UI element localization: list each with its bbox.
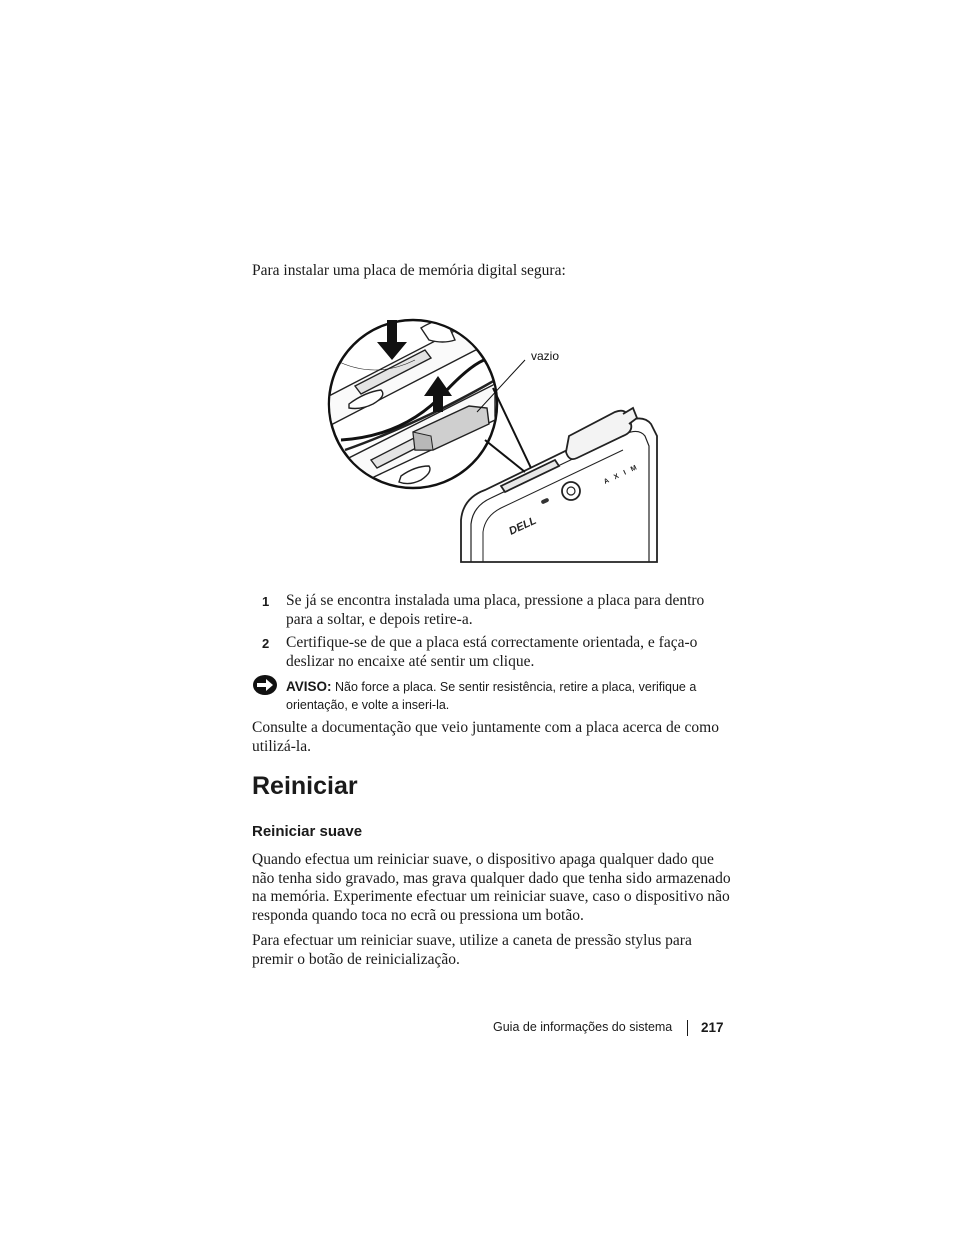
notice-label: AVISO: <box>286 679 332 694</box>
step-2 <box>252 634 732 674</box>
step-1 <box>252 592 732 632</box>
section-title: Reiniciar <box>252 772 358 800</box>
body-paragraph: Quando efectua um reiniciar suave, o dispositivo apaga qualquer dado que não tenha sido gravado, mas grava qualquer dado que tenha sido armazenado na memória. Experimente efectuar um reiniciar suave, caso o dispositivo não responda quando toca no ecrã ou pressiona um botão. <box>252 851 731 924</box>
notice-text-block <box>286 678 726 714</box>
notice-icon <box>252 674 278 696</box>
device-model-text: AXIM <box>602 461 644 486</box>
step-number: 2 <box>262 636 270 651</box>
subsection-title: Reiniciar suave <box>252 823 363 840</box>
magnifier-circle <box>325 310 497 500</box>
body-paragraph: Para efectuar um reiniciar suave, utilize a caneta de pressão stylus para premir o botão de reinicialização. <box>252 932 692 968</box>
step-number: 1 <box>262 594 270 609</box>
consult-paragraph: Consulte a documentação que veio juntamente com a placa acerca de como utilizá-la. <box>252 719 719 755</box>
notice-text: Não force a placa. Se sentir resistência, retire a placa, verifique a orientação, e volte a inseri-la. <box>286 680 697 712</box>
page-number: 217 <box>701 1020 724 1035</box>
intro-paragraph: Para instalar uma placa de memória digital segura: <box>252 262 566 279</box>
footer-divider <box>687 1020 688 1036</box>
footer-guide-title: Guia de informações do sistema <box>493 1020 673 1034</box>
step-text: Se já se encontra instalada uma placa, pressione a placa para dentro para a soltar, e depois retire-a. <box>286 592 705 628</box>
sd-card-install-illustration <box>325 300 665 570</box>
device-brand-text: DELL <box>507 514 539 538</box>
step-text: Certifique-se de que a placa está correctamente orientada, e faça-o deslizar no encaixe até sentir um clique. <box>286 634 698 670</box>
empty-callout-label: vazio <box>531 349 560 363</box>
notice-box <box>252 674 732 714</box>
